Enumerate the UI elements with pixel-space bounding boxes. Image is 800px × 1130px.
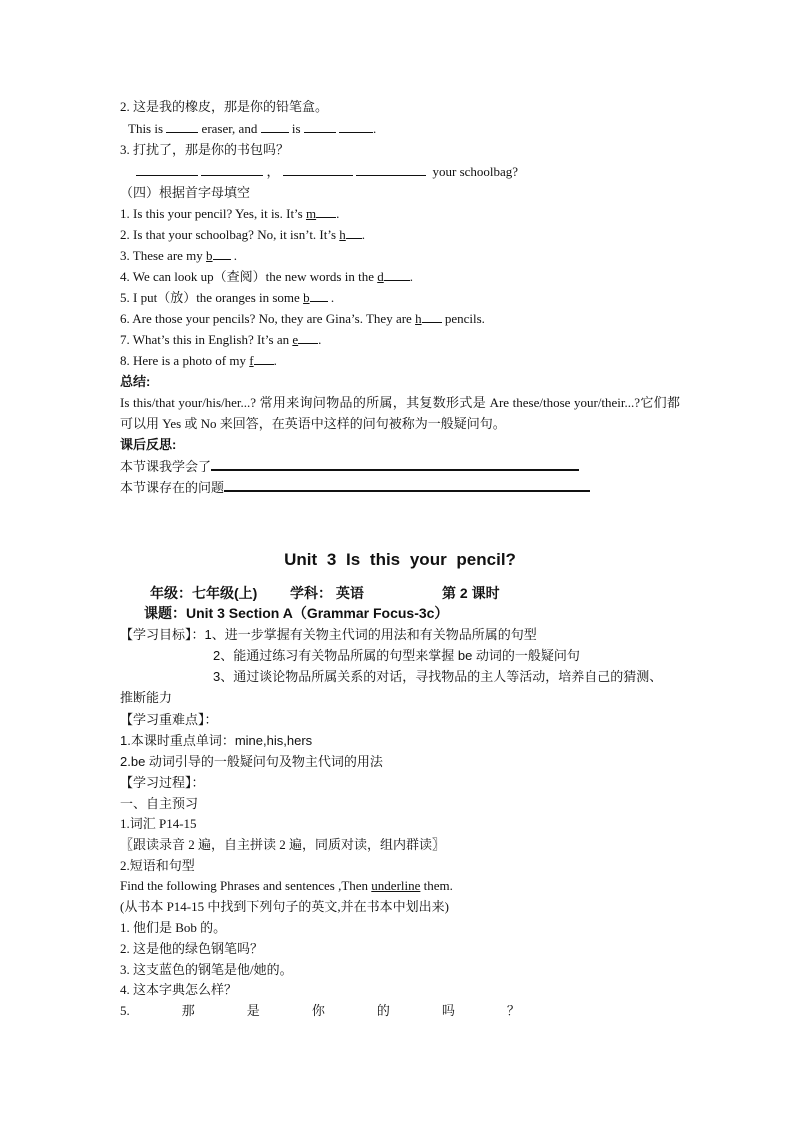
fill-item-text-end: . — [230, 248, 238, 263]
fill-item-1 — [120, 205, 339, 223]
answer-blank[interactable] — [310, 289, 328, 302]
fill-item-text-end: . — [327, 290, 335, 305]
key-1: 1.本课时重点单词：mine,his,hers — [120, 733, 313, 748]
phrases-heading: 2.短语和句型 — [120, 858, 195, 873]
reflection-answer-blank[interactable] — [224, 478, 590, 492]
initial-letter: h — [415, 311, 422, 326]
reflection-line-1 — [120, 457, 579, 476]
summary-text: Is this/that your/his/her...? 常用来询问物品的所属，其复数形式是 Are these/those your/their...?它们都可以用 Yes 或 No 来回答，在英语中这样的问句被称为一般疑问句。 — [120, 395, 680, 431]
fill-item-text-end: . — [318, 332, 322, 347]
initial-letter: b — [206, 248, 213, 263]
fill-item-6 — [120, 310, 485, 328]
item3-chinese: 3. 打扰了，那是你的书包吗？ — [120, 142, 290, 157]
fill-item-text-end: . — [273, 353, 277, 368]
goal-3: 3、通过谈论物品所属关系的对话，寻找物品的主人等活动，培养自己的猜测、 — [213, 669, 663, 684]
find-instruction-chinese: (从书本 P14-15 中找到下列句子的英文,并在书本中划出来) — [120, 899, 449, 914]
answer-blank[interactable] — [254, 352, 274, 365]
item2-text-a: This is — [128, 121, 164, 136]
fill-item-4 — [120, 268, 413, 286]
item3-english — [136, 163, 518, 181]
initial-letter: f — [249, 353, 254, 368]
answer-blank[interactable] — [136, 163, 198, 176]
sentence-5-char: 吗 — [441, 1003, 455, 1018]
fill-item-3 — [120, 247, 237, 265]
answer-blank[interactable] — [316, 205, 336, 218]
fill-item-text: 2. Is that your schoolbag? No, it isn’t. It’s — [120, 227, 340, 242]
answer-blank[interactable] — [422, 310, 442, 323]
keys-label: 【学习重难点】： — [120, 712, 218, 727]
item2-chinese: 2. 这是我的橡皮，那是你的铅笔盒。 — [120, 99, 329, 114]
answer-blank[interactable] — [339, 120, 373, 133]
answer-blank[interactable] — [298, 331, 318, 344]
fill-item-text: 5. I put（放）the oranges in some — [120, 290, 304, 305]
answer-blank[interactable] — [166, 120, 198, 133]
fill-item-7 — [120, 331, 321, 349]
section4-heading: （四）根据首字母填空 — [120, 185, 251, 200]
item2-text-b: eraser, and — [201, 121, 258, 136]
subject-label: 学科： 英语 — [290, 585, 364, 601]
answer-blank[interactable] — [283, 163, 353, 176]
fill-item-2 — [120, 226, 365, 244]
find-text-pre: Find the following Phrases and sentences ,Then — [120, 878, 372, 893]
grade-label: 年级：七年级(上) — [150, 585, 258, 601]
fill-item-text-end: pencils. — [441, 311, 485, 326]
fill-item-text-end: . — [361, 227, 366, 242]
reflection-line-2 — [120, 478, 590, 497]
goal-3-continued: 推断能力 — [120, 690, 173, 705]
self-study-heading: 一、自主预习 — [120, 796, 199, 811]
process-label: 【学习过程】： — [120, 775, 205, 790]
reflection-answer-blank[interactable] — [211, 457, 579, 471]
vocab-heading: 1.词汇 P14-15 — [120, 816, 197, 831]
goals-label: 【学习目标】： — [120, 627, 205, 642]
fill-item-text-end: . — [409, 269, 413, 284]
fill-item-text: 1. Is this your pencil? Yes, it is. It’s — [120, 206, 306, 221]
topic-label: 课题：Unit 3 Section A（Grammar Focus-3c） — [144, 605, 449, 621]
summary-label: 总结: — [120, 374, 151, 389]
sentence-5-char: 的 — [376, 1003, 390, 1018]
sentence-1: 1. 他们是 Bob 的。 — [120, 920, 227, 935]
initial-letter: e — [292, 332, 299, 347]
answer-blank[interactable] — [356, 163, 426, 176]
sentence-5-num: 5. — [120, 1003, 130, 1018]
initial-letter: d — [377, 269, 384, 284]
vocab-note: 〖跟读录音 2 遍，自主拼读 2 遍，同质对读，组内群读〗 — [120, 837, 446, 852]
sentence-5-char: 那 — [181, 1003, 195, 1018]
find-instruction — [120, 877, 453, 895]
answer-blank[interactable] — [304, 120, 336, 133]
sentence-5-char: 你 — [311, 1003, 325, 1018]
fill-item-text-end: . — [336, 206, 340, 221]
sentence-5-char: ？ — [506, 1003, 520, 1018]
reflection-line-2-label: 本节课存在的问题 — [120, 480, 225, 495]
sentence-4: 4. 这本字典怎么样？ — [120, 982, 238, 997]
initial-letter: h — [339, 227, 346, 242]
answer-blank[interactable] — [346, 226, 362, 239]
answer-blank[interactable] — [201, 163, 263, 176]
goal-1: 1、进一步掌握有关物主代词的用法和有关物品所属的句型 — [204, 627, 537, 642]
reflection-label: 课后反思: — [120, 437, 177, 452]
goal-2: 2、能通过练习有关物品所属的句型来掌握 be 动词的一般疑问句 — [213, 648, 580, 663]
answer-blank[interactable] — [384, 268, 410, 281]
sentence-5-char: 是 — [246, 1003, 260, 1018]
reflection-line-1-label: 本节课我学会了 — [120, 459, 212, 474]
fill-item-text: 6. Are those your pencils? No, they are Gina’s. They are — [120, 311, 416, 326]
item2-english: This is eraser, and is . — [128, 121, 377, 136]
item3-comma: ， — [266, 164, 280, 179]
find-text-post: them. — [420, 878, 453, 893]
period-label: 第 2 课时 — [442, 585, 500, 601]
answer-blank[interactable] — [261, 120, 289, 133]
initial-letter: b — [303, 290, 310, 305]
sentence-5 — [120, 1002, 520, 1020]
fill-item-text: 4. We can look up（查阅）the new words in the — [120, 269, 378, 284]
fill-item-8 — [120, 352, 277, 370]
key-2: 2.be 动词引导的一般疑问句及物主代词的用法 — [120, 754, 383, 769]
sentence-2: 2. 这是他的绿色钢笔吗？ — [120, 941, 264, 956]
fill-item-text: 7. What’s this in English? It’s an — [120, 332, 293, 347]
item3-text-end: your schoolbag? — [432, 164, 519, 179]
answer-blank[interactable] — [213, 247, 231, 260]
fill-item-text: 8. Here is a photo of my — [120, 353, 250, 368]
sentence-3: 3. 这支蓝色的钢笔是他/她的。 — [120, 962, 293, 977]
lesson-title: Unit 3 Is this your pencil? — [284, 550, 516, 569]
fill-item-text: 3. These are my — [120, 248, 207, 263]
find-text-underlined: underline — [371, 878, 421, 893]
initial-letter: m — [305, 206, 317, 221]
fill-item-5 — [120, 289, 334, 307]
goals-row — [120, 626, 537, 644]
item2-text-c: is — [291, 121, 301, 136]
